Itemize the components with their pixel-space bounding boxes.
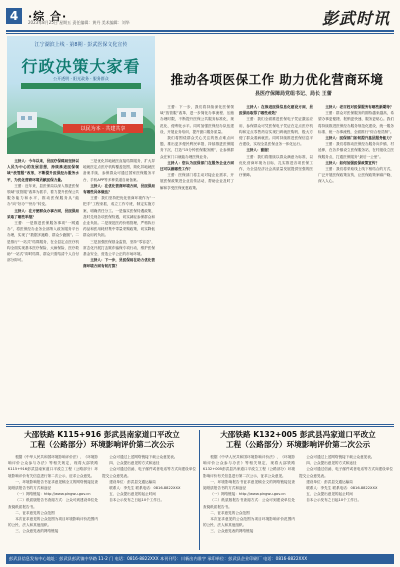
article-column-4 bbox=[239, 104, 313, 420]
notice-2-body-right bbox=[299, 454, 393, 550]
notice-paragraph: 三、公众意见表的网络链接 bbox=[15, 529, 59, 534]
column-paragraph: 三是加强医保基金监管，坚持“零容忍”，常态化开展打击欺诈骗保专项行动，维护医保基金安全，营造公平公正的市场环境。 bbox=[83, 239, 155, 257]
column-paragraph: 我们将围绕群众关心关注的热点难点问题，推出更多便民利民举措，持续推进医保服务下沉，打造“15分钟医保服务圈”，让参保群众在家门口就能办理医保业务。 bbox=[160, 136, 234, 159]
notice-paragraph: 公众可通过上述网络链接下载公众意见表。 bbox=[306, 455, 375, 459]
column-paragraph: 王蕾：我们将推动医保经办服务向乡镇、村延伸，在各乡镇设立医保服务站，在村级设立医保服务点，打通医保服务“最后一公里”。 bbox=[318, 142, 394, 159]
header-rule bbox=[6, 30, 394, 32]
poster-sub-text: 公开透明 · 阳光政务 · 服务群众 bbox=[53, 76, 109, 81]
notice-paragraph: 一、环境影响报告书征求意见稿全文的网络链接及查阅纸质报告书的方式和途径 bbox=[8, 479, 98, 491]
notice-2-title-line2: 工程（公路部分）环境影响评价第二次公示 bbox=[225, 440, 371, 449]
page-footer: 彭武县信息发布中心地址：彭武县彭武镇中华路 11-2 门 电话：0816-8822XXX 本刊刊号：川新出内准字 承印单位：彭武县企业印刷厂 电话：0816-8822XXX bbox=[6, 554, 394, 564]
notice-2-title-line1: 大邵铁路 K132+005 彭武县冯家道口平改立 bbox=[220, 430, 376, 439]
date-line: 2023年8月25日 星期五 责任编辑：黄丹 美术编辑：刘华 bbox=[28, 20, 130, 25]
column-paragraph: 王蕾：我们全面推进医保电子凭证激活应用，参保群众可凭医保电子凭证在定点医疗机构和定点零售药店实现扫码就医购药，极大方便了群众看病就医。同时持续推进医保信息平台建设，实现全县医保业务一体化运行。 bbox=[239, 117, 313, 147]
column-paragraph: 王蕾：下一步，我们将持续深化医保领域“放管服”改革，进一步简化办事流程、压缩办理时限，不断提升医保公共服务标准化、规范化、便利化水平。同时加强医保经办队伍建设，开展业务培训，提升窗口服务质量。 bbox=[160, 105, 234, 134]
notice-paragraph: 本次征求意见的公众范围为项目环境影响评价范围内的公民、法人和其他组织。 bbox=[203, 517, 295, 528]
section-title: ·综 合· bbox=[28, 10, 68, 23]
feature-poster bbox=[7, 36, 155, 154]
notice-paragraph: 四、公众提出意见的方式和途径 bbox=[109, 461, 160, 466]
column-paragraph: 主持人：医保部门如何提升基层服务能力？ bbox=[325, 136, 394, 141]
column-paragraph: 主持人：今年以来，县医疗保障局坚持以人民为中心的发展思想，持续推进医保领域“放管服”改革，不断提升医保经办服务水平，为优化营商环境贡献医保力量。 bbox=[7, 159, 79, 182]
article-column-3 bbox=[160, 104, 234, 420]
notice-paragraph: 三、公众意见表的网络链接 bbox=[210, 529, 254, 534]
column-paragraph: 王蕾：一是推进医保服务事项“一网通办”，将医保经办业务全部纳入政务服务平台办理，实现了“数据多跑路、群众少跑腿”。二是推行“一站式”结算服务，在全县定点医疗机构全面实现基本医疗保险、大病保险、医疗救助“一站式”即时结算，群众只需结清个人自付部分即可。 bbox=[7, 221, 79, 263]
section-divider-thin bbox=[6, 426, 394, 427]
notice-1-title bbox=[8, 430, 196, 450]
notice-paragraph: 根据《中华人民共和国环境影响评价法》、《环境影响评价公众参与办法》等相关规定，现将大邵铁路K132+005彭武县冯家道口平改立工程（公路部分）环境影响评价有关信息进行第二次公示，征求公众意见。 bbox=[203, 455, 295, 478]
poster-band bbox=[21, 83, 141, 89]
notice-paragraph: 公众可通过信函、电子邮件或者电话等方式向建设单位提交公众意见表。 bbox=[102, 467, 196, 478]
column-paragraph: 王蕾：我们坚持把优化营商环境作为“一把手”工程来抓，成立工作专班，制定实施方案，明确责任分工。一是落实医保待遇政策，及时兑现各项医保待遇，切实减轻参保群众和企业负担。二是规范医药价格管理，严格执行药品和医用耗材集中带量采购政策，切实降低群众用药负担。 bbox=[83, 196, 155, 238]
notice-1-title-line1: 大邵铁路 K115+916 彭武县南家道口平改立 bbox=[24, 430, 180, 439]
notice-paragraph: 联系人：李先生 联系电话：0816-8822XXX bbox=[109, 486, 181, 491]
notice-paragraph: 五、公众提出意见的起止时间 bbox=[306, 492, 353, 497]
notice-2-body-left bbox=[203, 454, 295, 550]
notice-paragraph: 四、公众提出意见的方式和途径 bbox=[306, 461, 357, 466]
poster-slogan: 以民为本 · 共建共享 bbox=[63, 124, 143, 133]
column-paragraph: 主持人：您认为医保部门在服务企业方面还可以做哪些工作？ bbox=[160, 160, 234, 172]
column-paragraph: 三是优化异地就医直接结算服务，扩大异地就医定点医疗机构覆盖范围，简化异地就医备案手续，参保群众可通过国家医保服务平台、手机APP等多种渠道自助备案。 bbox=[83, 159, 155, 182]
column-paragraph: 王蕾：群众对医保服务的期待越来越高，希望办事更便捷、报销更快速、服务更贴心。我们将持续推进医保经办服务规范化建设，统一服务标准、统一办事流程，全面推行“综合柜员制”。 bbox=[318, 111, 394, 134]
column-paragraph: 王蕾：近年来，县医保局以深入推进医保领域“放管服”改革为抓手，着力提升医保公共服务能力和水平，推动医保服务从“能办”向“好办”“快办”转变。 bbox=[7, 183, 79, 207]
header-rule-thin bbox=[6, 33, 394, 34]
notice-paragraph: 根据《中华人民共和国环境影响评价法》、《环境影响评价公众参与办法》等相关规定，现将大邵铁路K115+916彭武县南家道口平改立工程（公路部分）环境影响评价有关信息进行第二次公示，征求公众意见。 bbox=[8, 455, 98, 478]
article-column-1 bbox=[7, 158, 79, 420]
masthead: 彭武时讯 bbox=[321, 9, 390, 28]
poster-top-text: 江宁湖滨上线 · 第8期 · 彭武医保文化宣传 bbox=[34, 42, 128, 48]
notice-paragraph: 本次征求意见的公众范围为项目环境影响评价范围内的公民、法人和其他组织。 bbox=[8, 517, 98, 528]
notice-paragraph: 自本公示发布之日起10个工作日。 bbox=[109, 498, 165, 503]
notice-2-title bbox=[203, 430, 393, 450]
notice-paragraph: （二）纸质版报告书查阅方式：公众可到建设单位处查阅纸质报告书。 bbox=[8, 498, 98, 509]
notice-paragraph: 建设单位：彭武县交通运输局 bbox=[109, 479, 156, 484]
notice-paragraph: 联系人：李先生 联系电话：0816-8822XXX bbox=[306, 486, 378, 491]
article-headline: 推动各项医保工作 助力优化营商环境 bbox=[170, 72, 384, 87]
column-paragraph: 王蕾：我们将继续以群众满意为标准，以优化营商环境为目标，扎实推进各项医保工作，为全县经济社会高质量发展提供坚强的医疗保障。 bbox=[239, 154, 313, 178]
notice-paragraph: 二、征求意见的公众范围 bbox=[15, 510, 55, 515]
notice-paragraph: 建设单位：彭武县交通运输局 bbox=[306, 479, 353, 484]
notice-paragraph: （一）网络链接：http://www.pingwu.gov.cn bbox=[15, 492, 91, 497]
notice-paragraph: 一、环境影响报告书征求意见稿全文的网络链接及查阅纸质报告书的方式和途径 bbox=[203, 479, 295, 491]
notice-paragraph: 公众可通过上述网络链接下载公众意见表。 bbox=[109, 455, 178, 459]
page-header bbox=[6, 6, 394, 28]
notice-paragraph: 二、征求意见的公众范围 bbox=[210, 510, 250, 515]
column-paragraph: 主持人：在优化营商环境方面，县医保局有哪些具体做法？ bbox=[83, 183, 155, 195]
section-divider bbox=[6, 424, 394, 425]
notice-paragraph: （一）网络链接：http://www.pingwu.gov.cn bbox=[210, 492, 286, 497]
notice-paragraph: 自本公示发布之日起10个工作日。 bbox=[306, 498, 362, 503]
notice-1-body-left bbox=[8, 454, 98, 550]
notice-paragraph: 公众可通过信函、电子邮件或者电话等方式向建设单位提交公众意见表。 bbox=[299, 467, 393, 478]
column-paragraph: 主持人：如何加强医保政策宣传？ bbox=[325, 160, 380, 165]
notice-1-body-right bbox=[102, 454, 196, 550]
poster-main-text: 行政决策大家看 bbox=[21, 57, 141, 76]
column-paragraph: 主持人：在推进医保信息化建设方面，县医保局取得了哪些成效？ bbox=[239, 105, 313, 116]
column-paragraph: 主持人：在方便群众办事方面，县医保局采取了哪些举措？ bbox=[7, 208, 79, 219]
column-paragraph: 主持人：老百姓对医保服务有哪些新期待？ bbox=[325, 105, 394, 109]
article-column-2 bbox=[83, 158, 155, 420]
notice-divider bbox=[199, 430, 200, 550]
page-number: 4 bbox=[6, 8, 22, 24]
notice-paragraph: 五、公众提出意见的起止时间 bbox=[109, 492, 156, 497]
column-paragraph: 主持人：谢谢！ bbox=[246, 148, 272, 153]
notice-1-title-line2: 工程（公路部分）环境影响评价第二次公示 bbox=[29, 440, 175, 449]
article-byline: 县医疗保障局党组书记、局长 王蕾 bbox=[255, 91, 332, 97]
column-paragraph: 王蕾：医保部门将主动对接企业需求，开展医保政策进企业宣传活动，帮助企业及时了解和享受医保优惠政策。 bbox=[160, 173, 234, 190]
column-paragraph: 主持人：下一步，县医保局在助力优化营商环境方面有何打算？ bbox=[83, 258, 155, 269]
article-column-5 bbox=[318, 104, 394, 420]
column-paragraph: 王蕾：我们将采取线上线下相结合的方式，广泛开展医保政策宣传，让医保政策家喻户晓、深入人心。 bbox=[318, 167, 394, 184]
notice-paragraph: （二）纸质版报告书查阅方式：公众可到建设单位处查阅纸质报告书。 bbox=[203, 498, 295, 509]
